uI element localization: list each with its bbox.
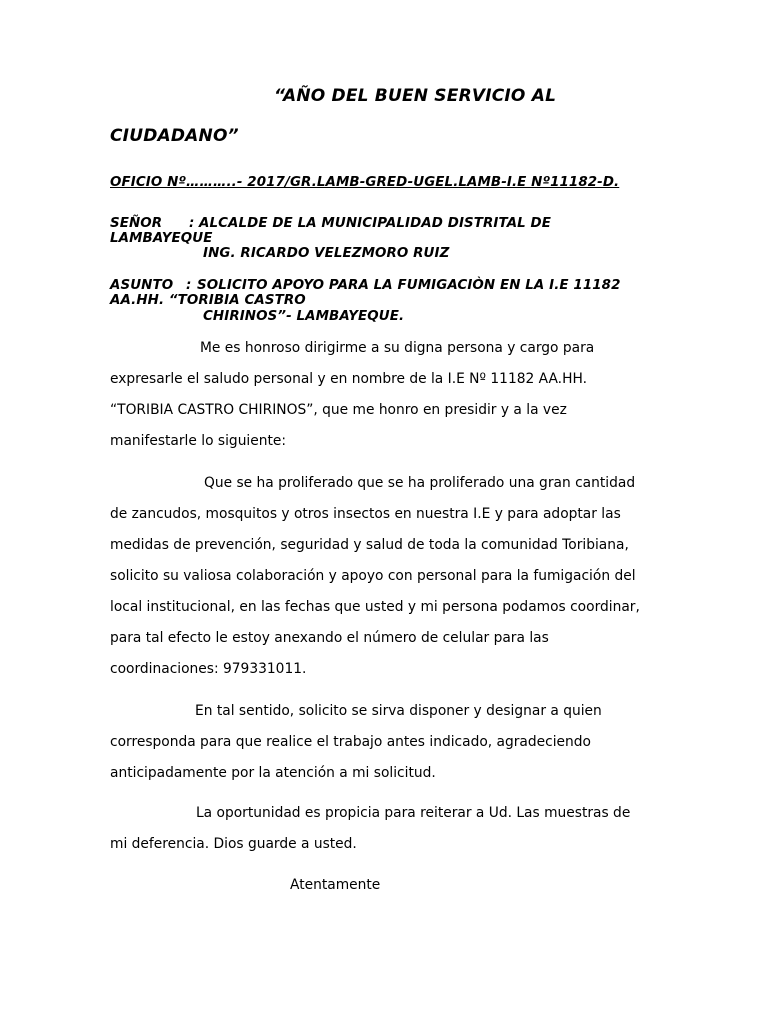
paragraph-2-line-4: solicito su valiosa colaboración y apoyo con personal para la fumigación del xyxy=(110,568,636,584)
paragraph-2-line-7: coordinaciones: 979331011. xyxy=(110,661,307,677)
paragraph-1-line-2: expresarle el saludo personal y en nombre de la I.E Nº 11182 AA.HH. xyxy=(110,371,587,387)
paragraph-2-line-2: de zancudos, mosquitos y otros insectos en nuestra I.E y para adoptar las xyxy=(110,506,621,522)
asunto-separator: : xyxy=(186,278,192,293)
paragraph-2-line-1: Que se ha proliferado que se ha proliferado una gran cantidad xyxy=(204,475,636,491)
paragraph-2-line-3: medidas de prevención, seguridad y salud de toda la comunidad Toribiana, xyxy=(110,537,629,553)
senor-label: SEÑOR xyxy=(110,216,163,231)
paragraph-3-line-3: anticipadamente por la atención a mi solicitud. xyxy=(110,765,436,781)
oficio-reference: OFICIO Nº………..- 2017/GR.LAMB-GRED-UGEL.LAMB-I.E Nº11182-D. xyxy=(110,175,620,190)
paragraph-2-line-6: para tal efecto le estoy anexando el número de celular para las xyxy=(110,630,549,646)
closing-atentamente: Atentamente xyxy=(290,877,381,893)
paragraph-1-line-4: manifestarle lo siguiente: xyxy=(110,433,287,449)
title-line-2: CIUDADANO” xyxy=(110,126,239,146)
paragraph-1-line-3: “TORIBIA CASTRO CHIRINOS”, que me honro en presidir y a la vez xyxy=(110,402,567,418)
paragraph-3-line-1: En tal sentido, solicito se sirva disponer y designar a quien xyxy=(195,703,602,719)
asunto-line-2: AA.HH. “TORIBIA CASTRO xyxy=(110,293,306,308)
paragraph-2-line-5: local institucional, en las fechas que usted y mi persona podamos coordinar, xyxy=(110,599,640,615)
senor-line-3: ING. RICARDO VELEZMORO RUIZ xyxy=(203,246,450,261)
paragraph-4-line-1: La oportunidad es propicia para reiterar a Ud. Las muestras de xyxy=(196,805,631,821)
senor-line-2: LAMBAYEQUE xyxy=(110,231,213,246)
senor-separator: : xyxy=(189,216,195,231)
paragraph-4-line-2: mi deferencia. Dios guarde a usted. xyxy=(110,836,357,852)
asunto-line-3: CHIRINOS”- LAMBAYEQUE. xyxy=(203,309,405,324)
paragraph-1-line-1: Me es honroso dirigirme a su digna persona y cargo para xyxy=(200,340,595,356)
paragraph-3-line-2: corresponda para que realice el trabajo antes indicado, agradeciendo xyxy=(110,734,591,750)
title-line-1: “AÑO DEL BUEN SERVICIO AL xyxy=(274,86,557,106)
asunto-label: ASUNTO xyxy=(110,278,174,293)
asunto-line-1: SOLICITO APOYO PARA LA FUMIGACIÒN EN LA I.E 11182 xyxy=(197,278,621,293)
senor-line-1: ALCALDE DE LA MUNICIPALIDAD DISTRITAL DE xyxy=(199,216,552,231)
